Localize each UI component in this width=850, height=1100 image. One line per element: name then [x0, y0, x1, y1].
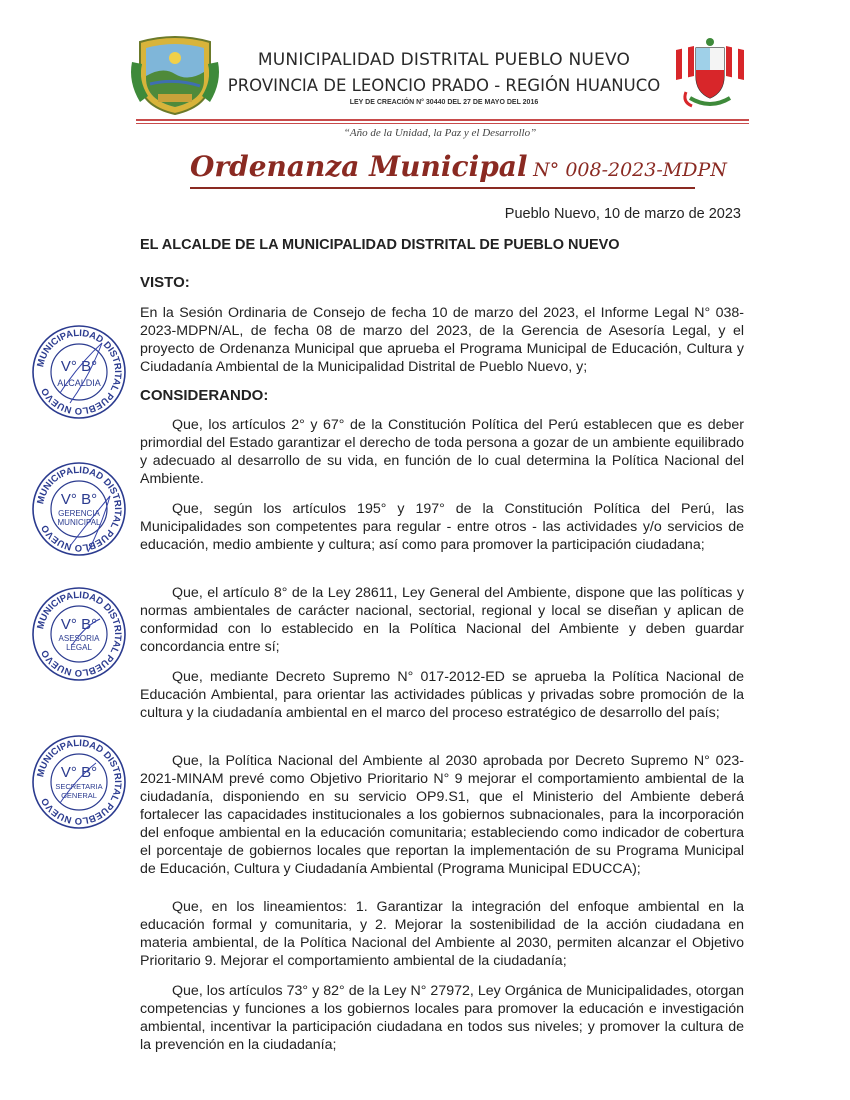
stamp-office: GERENCIA [58, 509, 100, 518]
considerando-paragraph-7: Que, los artículos 73° y 82° de la Ley N° 27972, Ley Orgánica de Municipalidades, otorgan competencias y funciones a los gobiernos locales para promover la educación e investigación ambiental, incentivar la participación ciudadana en todos sus niveles; y promover la cultura de la prevención en la ciudadanía; [140, 983, 744, 1053]
peru-national-shield-icon [672, 36, 748, 112]
considerando-paragraph-2: Que, según los artículos 195° y 197° de la Constitución Política del Perú, las Municipalidades son competentes para regular - entre otros - las actividades y/o servicios de educación, medio ambiente y cultura; así como para promover la participación ciudadana; [140, 501, 744, 553]
stamp-office: GENERAL [61, 791, 97, 800]
considerando-paragraph-1: Que, los artículos 2° y 67° de la Constitución Política del Perú establecen que es deber primordial del Estado garantizar el derecho de toda persona a gozar de un ambiente equilibrado y adecuado al desarrollo de su vida, en función de lo cual determina la Política Nacional del Ambiente. [140, 417, 744, 487]
ordinance-title-main: Ordenanza Municipal [190, 150, 528, 183]
considerando-paragraph-4: Que, mediante Decreto Supremo N° 017-2012-ED se aprueba la Política Nacional de Educación Ambiental, para orientar las actividades públicas y privadas sobre promoción de la cultura y la ciudadanía ambiental en el marco del proceso estratégico de desarrollo del país; [140, 669, 744, 721]
stamp-mark: V° B° [60, 358, 98, 375]
ordinance-title [190, 150, 727, 183]
stamp-mark: V° B° [60, 491, 98, 508]
considerando-paragraph-5: Que, la Política Nacional del Ambiente al 2030 aprobada por Decreto Supremo N° 023-2021-MINAM prevé como Objetivo Prioritario N° 9 mejorar el comportamiento ambiental de la ciudadanía, disponiendo en su servicio OP9.S1, que el Ministerio del Ambiente deberá fortalecer las capacidades institucionales a los gobiernos subnacionales, para la incorporación del enfoque ambiental en la educación comunitaria; estableciendo como indicador de cobertura el porcentaje de gobiernos locales que reportan la implementación de su Programa Municipal de Educación, Cultura y Ciudadanía Ambiental (Programa Municipal EDUCCA); [140, 753, 744, 877]
stamp-office: MUNICIPAL [57, 518, 101, 527]
approval-stamp-gerencia [30, 460, 128, 558]
approval-stamp-secretaria [30, 733, 128, 831]
stamp-ring-text: MUNICIPALIDAD DISTRITAL PUEBLO NUEVO [35, 464, 124, 554]
stamp-mark: V° B° [60, 764, 98, 781]
stamp-ring-text: MUNICIPALIDAD DISTRITAL PUEBLO NUEVO [35, 737, 124, 827]
stamp-office: SECRETARIA [55, 782, 103, 791]
issuer-heading: EL ALCALDE DE LA MUNICIPALIDAD DISTRITAL DE PUEBLO NUEVO [140, 237, 620, 253]
header-rule [136, 119, 749, 121]
visto-label: VISTO: [140, 274, 190, 291]
title-underline [190, 187, 695, 189]
province-region: PROVINCIA DE LEONCIO PRADO - REGIÓN HUANUCO [227, 76, 661, 95]
stamp-ring-text: MUNICIPALIDAD DISTRITAL PUEBLO NUEVO [35, 589, 124, 679]
municipality-name: MUNICIPALIDAD DISTRITAL PUEBLO NUEVO [257, 50, 631, 70]
visto-paragraph: En la Sesión Ordinaria de Consejo de fecha 10 de marzo del 2023, el Informe Legal N° 038-2023-MDPN/AL, de fecha 08 de marzo del 2023, de la Gerencia de Asesoría Legal, y el proyecto de Ordenanza Municipal que aprueba el Programa Municipal de Educación, Cultura y Ciudadanía Ambiental de la Municipalidad Distrital de Pueblo Nuevo, y; [140, 305, 744, 375]
considerando-paragraph-6: Que, en los lineamientos: 1. Garantizar la integración del enfoque ambiental en la educación formal y comunitaria, y 2. Mejorar la sostenibilidad de la acción ciudadana en materia ambiental, de la Política Nacional del Ambiente al 2030, permiten alcanzar el Objetivo Prioritario 9. Mejorar el comportamiento ambiental de la ciudadanía; [140, 899, 744, 969]
considerando-label: CONSIDERANDO: [140, 387, 269, 404]
letterhead [0, 0, 850, 150]
stamp-mark: V° B° [60, 616, 98, 633]
year-motto: “Año de la Unidad, la Paz y el Desarrollo” [343, 127, 537, 139]
municipal-crest-icon [128, 32, 222, 116]
stamp-ring-text: MUNICIPALIDAD DISTRITAL PUEBLO NUEVO [35, 327, 124, 417]
date-line: Pueblo Nuevo, 10 de marzo de 2023 [504, 206, 741, 222]
stamp-office: ALCALDIA [57, 378, 101, 388]
creation-law: LEY DE CREACIÓN N° 30440 DEL 27 DE MAYO DEL 2016 [349, 99, 539, 106]
ordinance-number: N° 008-2023-MDPN [533, 159, 727, 181]
stamp-office: ASESORIA [58, 634, 100, 643]
header-rule-thin [136, 123, 749, 124]
approval-stamp-alcaldia [30, 323, 128, 421]
considerando-paragraph-3: Que, el artículo 8° de la Ley 28611, Ley General del Ambiente, dispone que las políticas y normas ambientales de carácter nacional, sectorial, regional y local se diseñan y aplican de conformidad con lo establecido en la Política Nacional del Ambiente y deben guardar concordancia entre sí; [140, 585, 744, 655]
stamp-office: LEGAL [66, 643, 92, 652]
approval-stamp-asesoria [30, 585, 128, 683]
